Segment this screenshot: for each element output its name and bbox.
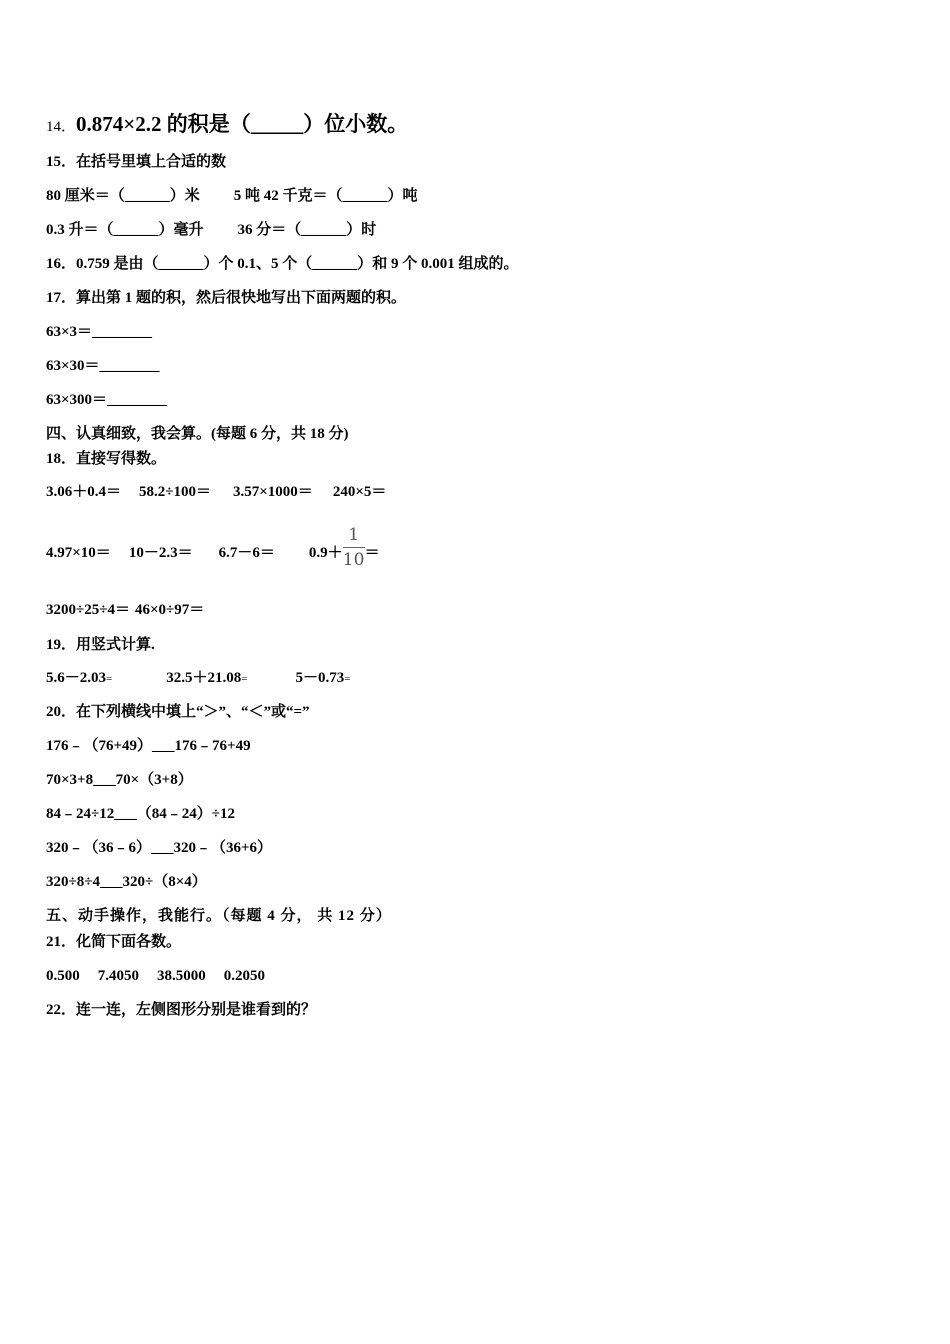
question-15-row-2: [46, 220, 376, 240]
question-19-row: [46, 668, 350, 689]
section-5-title: 五、动手操作，我能行。（每题 4 分， 共 12 分）: [46, 908, 392, 924]
compare-item: 70×3+8___70×（3+8）: [46, 772, 193, 788]
question-15-title: 15．在括号里填上合适的数: [46, 154, 227, 170]
question-17-line-1: 63×3＝________: [46, 324, 153, 340]
question-18-row-3: [46, 600, 204, 620]
decimal-value: 38.5000: [157, 968, 206, 984]
fraction-denominator: 10: [342, 550, 365, 570]
calc-item: 240×5＝: [332, 484, 387, 500]
question-21-title: 21．化简下面各数。: [46, 934, 182, 950]
question-22-title: 22．连一连，左侧图形分别是谁看到的？: [46, 1002, 317, 1018]
question-18-row-2: [46, 525, 380, 575]
compare-item: 320÷8÷4___320÷（8×4）: [46, 874, 207, 890]
calc-item: 3200÷25÷4＝: [46, 602, 130, 618]
compare-item: 320﹣（36﹣6）___320﹣（36+6）: [46, 840, 273, 856]
decimal-value: 7.4050: [97, 968, 139, 984]
vertical-calc-item: 5－0.73=: [295, 670, 351, 686]
calc-item: 3.06＋0.4＝: [46, 484, 122, 500]
question-15-row-1: [46, 186, 418, 206]
calc-item: 58.2÷100＝: [139, 484, 211, 500]
question-number: 14．: [46, 119, 77, 135]
blank-item: 0.3 升＝（______）毫升: [46, 222, 204, 238]
fraction-bar: [343, 547, 365, 548]
question-17-line-3: 63×300＝________: [46, 392, 168, 408]
blank-item: 80 厘米＝（______）米: [46, 188, 200, 204]
calc-item-fraction: 0.9＋ $\frac{1}{10}$ ＝: [308, 525, 380, 570]
question-16: 16．0.759 是由（______）个 0.1、5 个（______）和 9 个 0.001 组成的。: [46, 256, 519, 272]
question-20-title: 20．在下列横线中填上“＞”、“＜”或“=”: [46, 704, 310, 720]
calc-item: 6.7－6＝: [218, 544, 275, 561]
vertical-calc-item: 5.6－2.03=: [46, 670, 113, 686]
question-text: 0.874×2.2 的积是（_____）位小数。: [76, 112, 409, 136]
calc-item: 46×0÷97＝: [134, 602, 205, 618]
compare-item: 176﹣（76+49）___176﹣76+49: [46, 738, 251, 754]
section-4-title: 四、认真细致，我会算。(每题 6 分，共 18 分): [46, 426, 349, 442]
vertical-calc-item: 32.5＋21.08=: [166, 670, 248, 686]
question-21-values: [46, 966, 265, 986]
decimal-value: 0.500: [46, 968, 80, 984]
question-17-line-2: 63×30＝________: [46, 358, 160, 374]
question-19-title: 19．用竖式计算.: [46, 637, 155, 653]
blank-item: 36 分＝（______）时: [237, 222, 377, 238]
question-14: [46, 110, 408, 141]
calc-item: 10－2.3＝: [128, 544, 193, 561]
decimal-value: 0.2050: [223, 968, 265, 984]
calc-item: 3.57×1000＝: [233, 484, 313, 500]
question-18-row-1: [46, 482, 386, 502]
calc-item: 4.97×10＝: [46, 544, 111, 561]
question-18-title: 18．直接写得数。: [46, 451, 167, 467]
fraction: [343, 526, 365, 569]
question-17-title: 17．算出第 1 题的积，然后很快地写出下面两题的积。: [46, 290, 407, 306]
fraction-numerator: 1: [348, 525, 360, 545]
compare-item: 84﹣24÷12___（84﹣24）÷12: [46, 806, 235, 822]
blank-item: 5 吨 42 千克＝（______）吨: [233, 188, 418, 204]
